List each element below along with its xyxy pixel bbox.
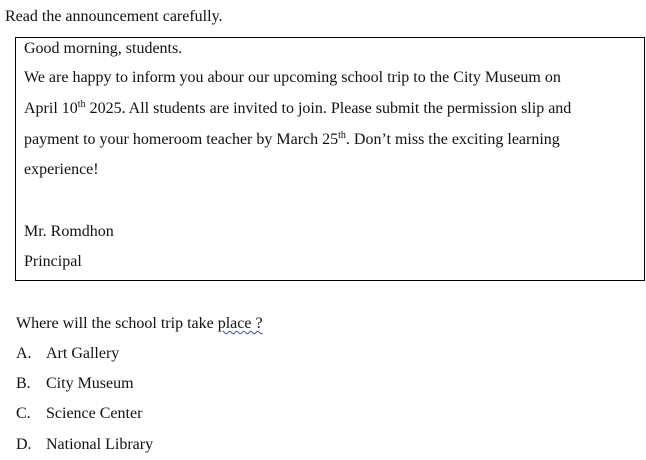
announcement-line-1: We are happy to inform you abour our upcoming school trip to the City Museum on	[24, 69, 561, 86]
question-text-main: Where will the school trip take	[16, 315, 218, 332]
ordinal-suffix: th	[77, 99, 86, 110]
instruction-text: Read the announcement carefully.	[5, 8, 223, 25]
option-c	[16, 403, 142, 425]
announcement-line-2-start: April 10	[24, 100, 78, 117]
announcement-line-4: experience!	[24, 161, 99, 178]
option-letter: B.	[16, 375, 31, 392]
option-letter: C.	[16, 405, 31, 422]
option-letter: A.	[16, 345, 32, 362]
question-text	[16, 313, 263, 335]
option-d	[16, 434, 153, 456]
option-b	[16, 373, 134, 395]
option-text: Art Gallery	[46, 345, 120, 362]
announcement-box	[15, 37, 645, 281]
announcement-line-3	[24, 129, 560, 151]
signer-title: Principal	[24, 253, 82, 270]
spellcheck-underlined-text: place ?	[217, 315, 263, 332]
option-letter: D.	[16, 436, 32, 453]
ordinal-suffix: th	[338, 130, 346, 141]
announcement-greeting: Good morning, students.	[24, 40, 183, 57]
option-text: Science Center	[46, 405, 143, 422]
announcement-line-2-end: 2025. All students are invited to join. Please submit the permission slip and	[85, 100, 572, 117]
announcement-line-2	[24, 98, 571, 120]
option-a	[16, 343, 119, 365]
announcement-line-3-end: . Don’t miss the exciting learning	[345, 131, 560, 148]
announcement-line-3-start: payment to your homeroom teacher by March 25	[24, 131, 339, 148]
option-text: National Library	[46, 436, 154, 453]
signer-name: Mr. Romdhon	[24, 223, 114, 240]
option-text: City Museum	[46, 375, 134, 392]
